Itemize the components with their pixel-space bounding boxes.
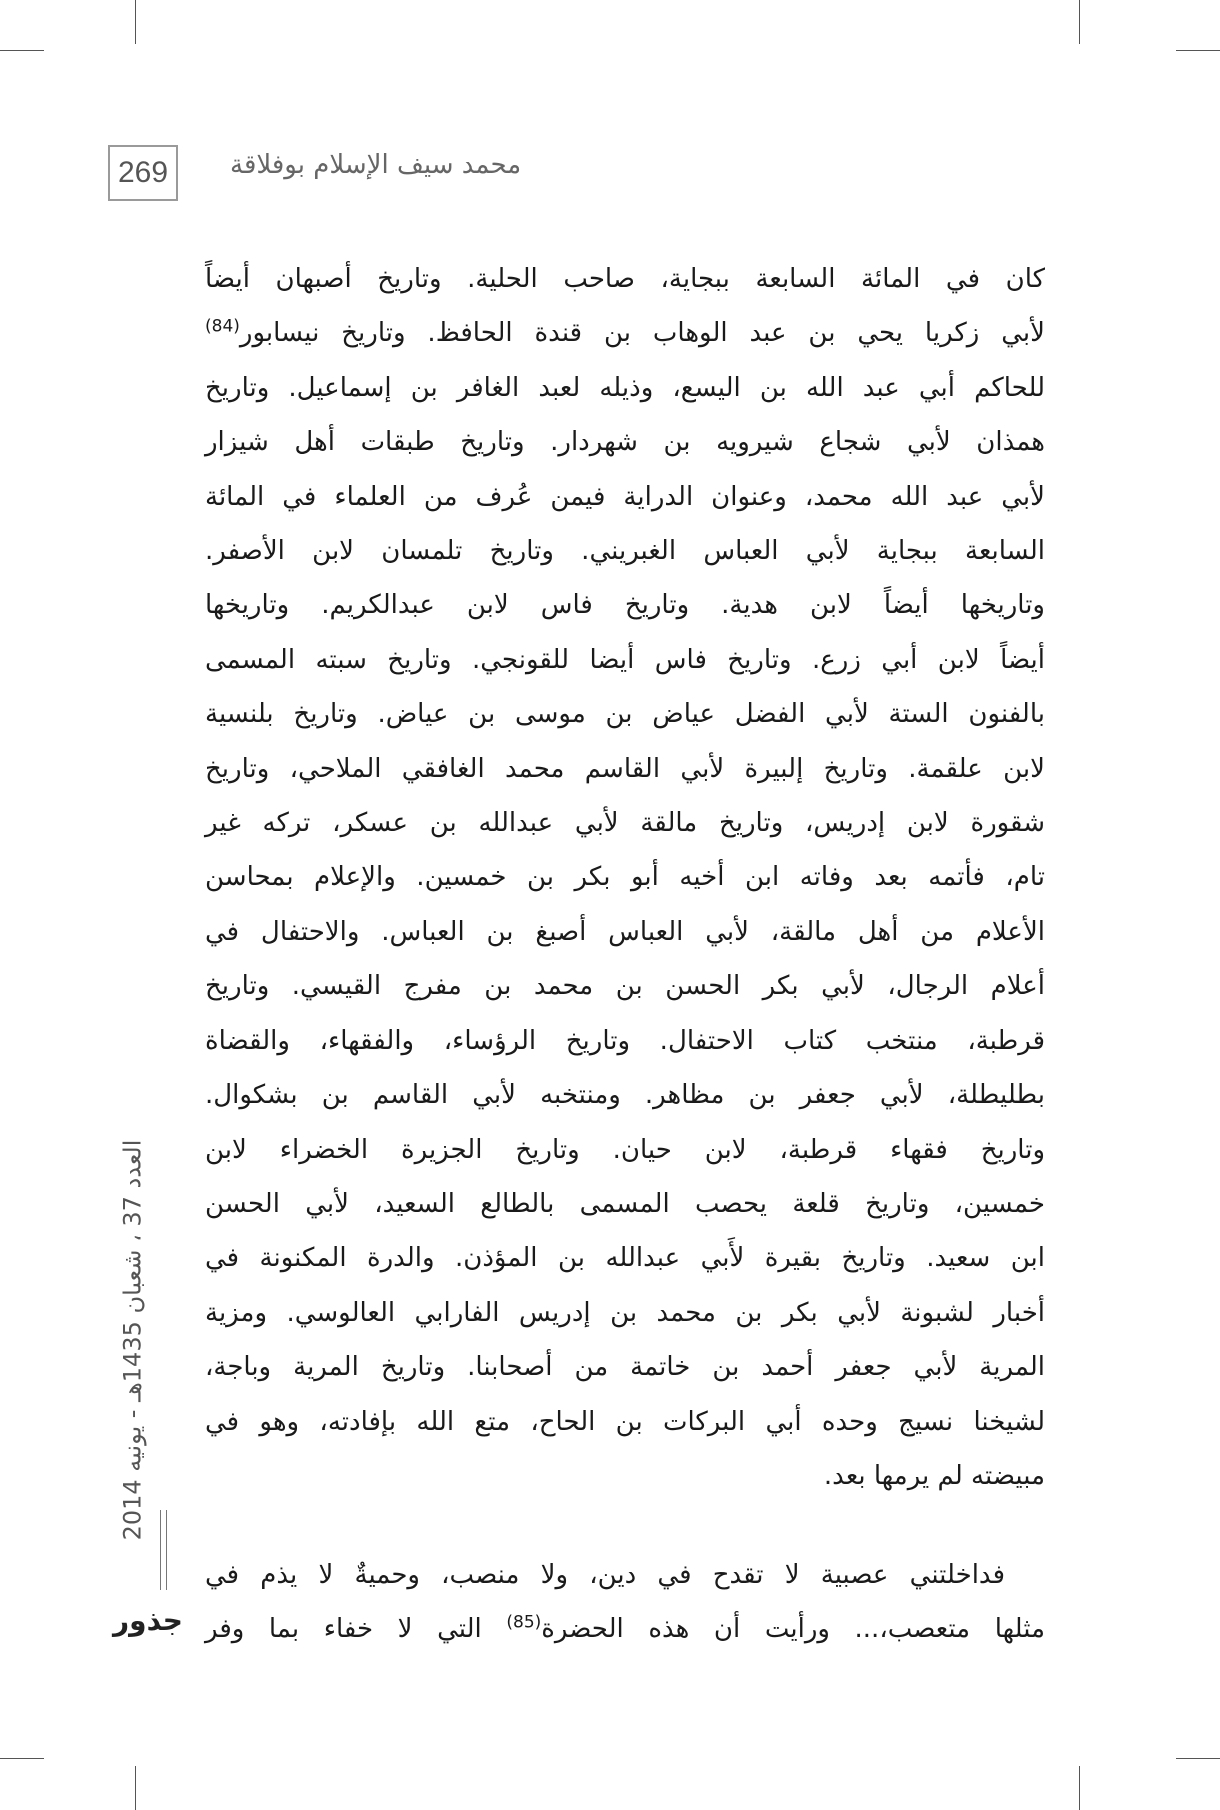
text-line: تام، فأتمه بعد وفاته ابن أخيه أبو بكر بن خمسين. والإعلام بمحاسن [205, 862, 1045, 893]
issue-info-text: العدد 37 ، شعبان 1435هـ - يونيه 2014 [118, 1139, 147, 1541]
text-line: مثلها متعصب،... ورأيت أن هذه الحضرة$^{(85)}$ التي لا خفاء بما وفر [205, 1612, 1045, 1644]
text-line: مبيضته لم يرمها بعد. [823, 1460, 1045, 1491]
text-line: بالفنون الستة لأبي الفضل عياض بن موسى بن عياض. وتاريخ بلنسية [205, 699, 1045, 730]
text-line: لأبي عبد الله محمد، وعنوان الدراية فيمن عُرف من العلماء في المائة [205, 481, 1045, 512]
crop-mark [135, 1766, 136, 1810]
text-line: لأبي زكريا يحي بن عبد الوهاب بن قندة الحافظ. وتاريخ نيسابور$^{(84)}$ [205, 316, 1045, 349]
body-paragraph-2 [205, 1548, 1045, 1656]
divider [160, 1510, 161, 1590]
crop-mark [1079, 0, 1080, 44]
running-head-author [230, 150, 590, 180]
body-paragraph-1 [205, 252, 1045, 1503]
text-line: السابعة ببجاية لأبي العباس الغبريني. وتاريخ تلمسان لابن الأصفر. [205, 536, 1045, 567]
crop-mark [135, 0, 136, 44]
footnote-marker[interactable]: (85) [506, 1612, 542, 1633]
text-line: بطليطلة، لأبي جعفر بن مظاهر. ومنتخبه لأبي القاسم بن بشكوال. [205, 1080, 1045, 1111]
text-line: قرطبة، منتخب كتاب الاحتفال. وتاريخ الرؤساء، والفقهاء، والقضاة [205, 1025, 1045, 1056]
text-line: فداخلتني عصبية لا تقدح في دين، ولا منصب، وحميةٌ لا يذم في [205, 1560, 1005, 1590]
text-line: لشيخنا نسيج وحده أبي البركات بن الحاح، متع الله بإفادته، وهو في [205, 1406, 1045, 1437]
journal-logo: جذور [113, 1603, 183, 1637]
page-number: 269 [108, 145, 178, 201]
text-line: المرية لأبي جعفر أحمد بن خاتمة من أصحابنا. وتاريخ المرية وباجة، [205, 1352, 1045, 1383]
text-line: أيضاً لابن أبي زرع. وتاريخ فاس أيضا للقونجي. وتاريخ سبته المسمى [205, 644, 1045, 675]
text-line: ابن سعيد. وتاريخ بقيرة لأَبي عبدالله بن المؤذن. والدرة المكنونة في [205, 1243, 1045, 1274]
footnote-marker[interactable]: (84) [205, 316, 240, 337]
crop-mark [1079, 1766, 1080, 1810]
divider [166, 1510, 167, 1590]
crop-mark [1176, 50, 1220, 51]
text-line: كان في المائة السابعة ببجاية، صاحب الحلية. وتاريخ أصبهان أيضاً [205, 264, 1045, 294]
text-line: وتاريخها أيضاً لابن هدية. وتاريخ فاس لابن عبدالكريم. وتاريخها [205, 590, 1045, 621]
text-line: لابن علقمة. وتاريخ إلبيرة لأبي القاسم محمد الغافقي الملاحي، وتاريخ [205, 753, 1045, 784]
text-line: وتاريخ فقهاء قرطبة، لابن حيان. وتاريخ الجزيرة الخضراء لابن [205, 1134, 1045, 1165]
crop-mark [1176, 1758, 1220, 1759]
text-line: أعلام الرجال، لأبي بكر الحسن بن محمد بن مفرج القيسي. وتاريخ [205, 971, 1045, 1002]
crop-mark [0, 1758, 44, 1759]
issue-info [105, 1110, 159, 1570]
text-line: خمسين، وتاريخ قلعة يحصب المسمى بالطالع السعيد، لأبي الحسن [205, 1188, 1045, 1219]
text-line: همذان لأبي شجاع شيرويه بن شهردار. وتاريخ طبقات أهل شيزار [205, 427, 1045, 458]
text-line: أخبار لشبونة لأبي بكر بن محمد بن إدريس الفارابي العالوسي. ومزية [205, 1297, 1045, 1328]
text-line: شقورة لابن إدريس، وتاريخ مالقة لأبي عبدالله بن عسكر، تركه غير [205, 808, 1045, 839]
crop-mark [0, 50, 44, 51]
author-name: محمد سيف الإسلام بوفلاقة [230, 150, 522, 180]
text-line: للحاكم أبي عبد الله بن اليسع، وذيله لعبد الغافر بن إسماعيل. وتاريخ [205, 372, 1045, 403]
text-line: الأعلام من أهل مالقة، لأبي العباس أصبغ بن العباس. والاحتفال في [205, 916, 1045, 947]
